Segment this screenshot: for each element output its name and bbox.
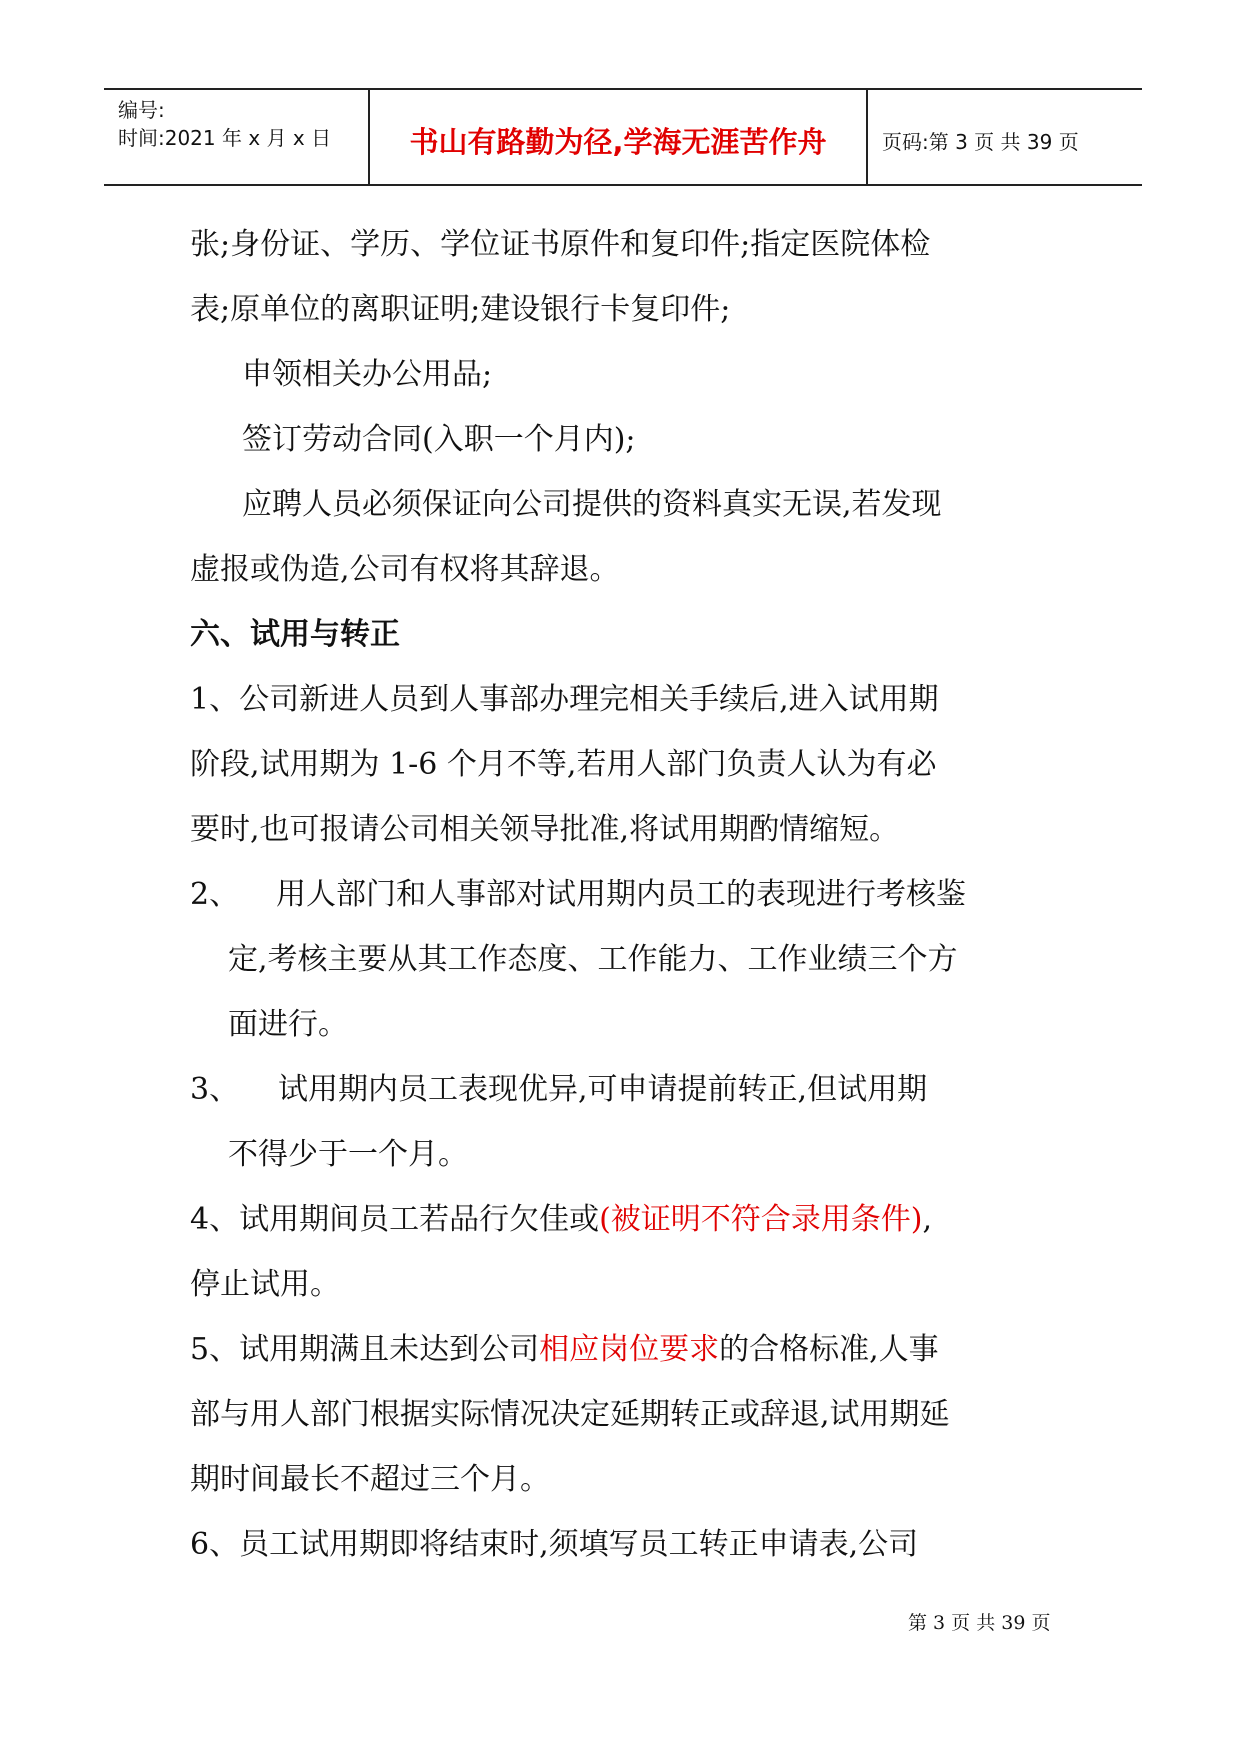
list-item-line: 6、员工试用期即将结束时,须填写员工转正申请表,公司 <box>190 1527 919 1562</box>
header-left-cell <box>104 90 368 184</box>
highlighted-text: (被证明不符合录用条件) <box>599 1202 923 1237</box>
page-footer: 第 3 页 共 39 页 <box>908 1612 1051 1634</box>
list-item-text: 4、试用期间员工若品行欠佳或 <box>190 1202 600 1237</box>
list-item-line: 不得少于一个月。 <box>228 1137 468 1172</box>
list-item-line: 期时间最长不超过三个月。 <box>190 1462 550 1497</box>
list-item-line: 要时,也可报请公司相关领导批准,将试用期酌情缩短。 <box>190 812 900 847</box>
list-item-line: 部与用人部门根据实际情况决定延期转正或辞退,试用期延 <box>190 1397 950 1432</box>
paragraph-line: 应聘人员必须保证向公司提供的资料真实无误,若发现 <box>242 487 942 522</box>
paragraph-line: 表;原单位的离职证明;建设银行卡复印件; <box>190 292 731 327</box>
list-item-text: 试用期内员工表现优异,可申请提前转正,但试用期 <box>278 1072 928 1107</box>
paragraph-line: 签订劳动合同(入职一个月内); <box>242 422 636 457</box>
paragraph-line: 张;身份证、学历、学位证书原件和复印件;指定医院体检 <box>190 227 931 262</box>
list-item-number: 3、 <box>190 1072 240 1107</box>
document-body <box>190 212 1070 1577</box>
list-item-text: 5、试用期满且未达到公司 <box>190 1332 540 1367</box>
document-number-label: 编号: <box>118 98 165 122</box>
list-item-text: 的合格标准,人事 <box>719 1332 939 1367</box>
list-item-line <box>190 1317 1070 1382</box>
document-time-label: 时间:2021 年 x 月 x 日 <box>118 126 332 150</box>
header-motto: 书山有路勤为径,学海无涯苦作舟 <box>409 125 827 159</box>
list-item-line: 停止试用。 <box>190 1267 340 1302</box>
list-item-line <box>190 1057 1070 1122</box>
page-header <box>104 88 1142 186</box>
section-heading: 六、试用与转正 <box>190 617 400 652</box>
list-item-line: 定,考核主要从其工作态度、工作能力、工作业绩三个方 <box>228 942 958 977</box>
list-item-line: 1、公司新进人员到人事部办理完相关手续后,进入试用期 <box>190 682 939 717</box>
header-middle-cell <box>368 90 868 184</box>
list-item-line <box>190 862 1070 927</box>
highlighted-text: 相应岗位要求 <box>539 1332 720 1367</box>
header-page-info: 页码:第 3 页 共 39 页 <box>882 130 1079 154</box>
paragraph-line: 申领相关办公用品; <box>242 357 493 392</box>
list-item-line <box>190 1187 1070 1252</box>
list-item-text: 用人部门和人事部对试用期内员工的表现进行考核鉴 <box>276 877 966 912</box>
list-item-line: 阶段,试用期为 1-6 个月不等,若用人部门负责人认为有必 <box>190 747 937 782</box>
list-item-text: , <box>922 1202 933 1237</box>
header-right-cell <box>866 90 1142 184</box>
list-item-number: 2、 <box>190 877 240 912</box>
list-item-line: 面进行。 <box>228 1007 348 1042</box>
paragraph-line: 虚报或伪造,公司有权将其辞退。 <box>190 552 620 587</box>
